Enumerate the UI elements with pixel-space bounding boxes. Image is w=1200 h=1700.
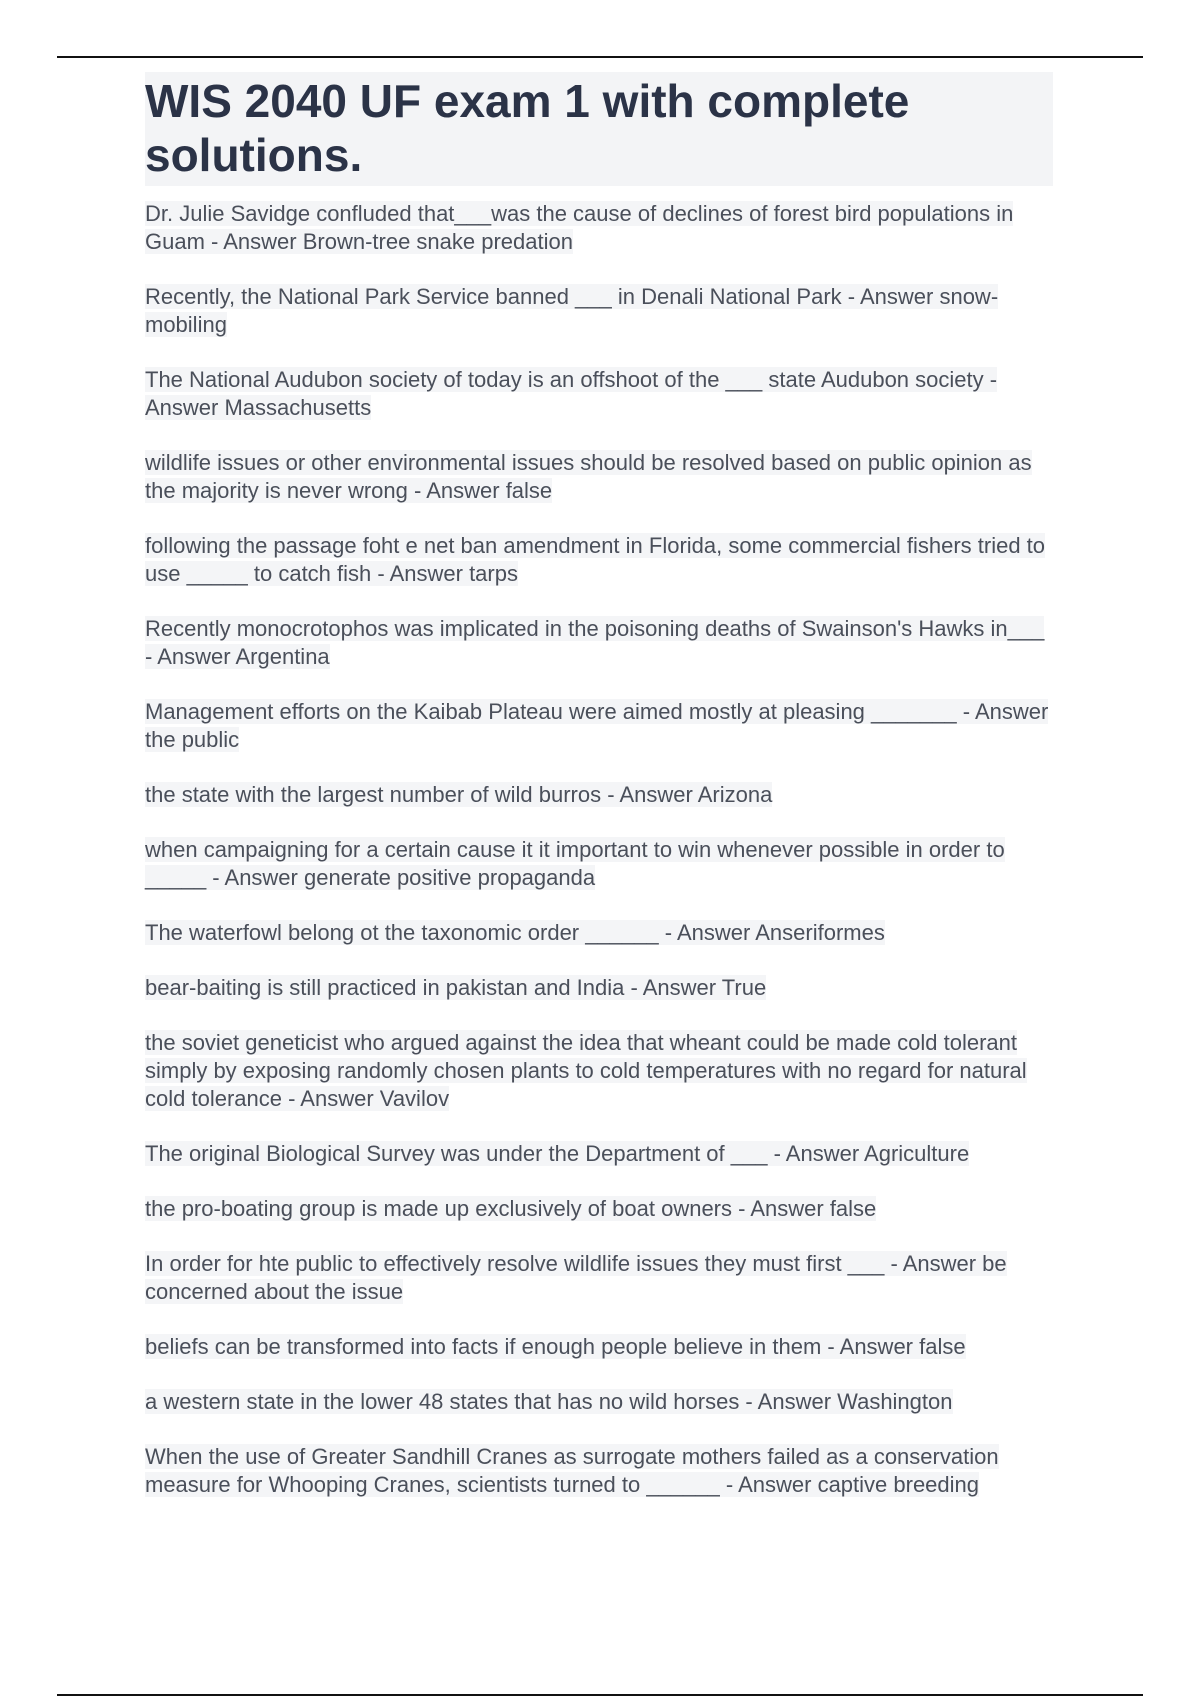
document-page [145,72,1053,1526]
document-title: WIS 2040 UF exam 1 with complete solutions. [145,75,910,181]
qa-text: the pro-boating group is made up exclusively of boat owners - Answer false [145,1196,877,1221]
qa-item [145,283,1053,339]
qa-text: a western state in the lower 48 states that has no wild horses - Answer Washington [145,1389,953,1414]
qa-item [145,1029,1053,1113]
qa-text: The waterfowl belong ot the taxonomic order ______ - Answer Anseriformes [145,920,885,945]
qa-item [145,532,1053,588]
qa-item [145,1443,1053,1499]
qa-item [145,200,1053,256]
qa-item [145,1195,1053,1223]
qa-text: Recently, the National Park Service banned ___ in Denali National Park - Answer snow-mobiling [145,284,999,337]
qa-item [145,698,1053,754]
qa-text: When the use of Greater Sandhill Cranes as surrogate mothers failed as a conservation measure for Whooping Cranes, scientists turned to ______ - Answer captive breeding [145,1444,999,1497]
qa-text: The National Audubon society of today is an offshoot of the ___ state Audubon society - Answer Massachusetts [145,367,998,420]
qa-item [145,615,1053,671]
qa-text: wildlife issues or other environmental issues should be resolved based on public opinion as the majority is never wrong - Answer false [145,450,1032,503]
qa-text: when campaigning for a certain cause it it important to win whenever possible in order to _____ - Answer generate positive propaganda [145,837,1005,890]
qa-item [145,919,1053,947]
qa-text: the soviet geneticist who argued against the idea that wheant could be made cold tolerant simply by exposing randomly chosen plants to cold temperatures with no regard for natural cold tolerance - Answer Vavilov [145,1030,1027,1111]
qa-item [145,1333,1053,1361]
qa-text: beliefs can be transformed into facts if enough people believe in them - Answer false [145,1334,966,1359]
qa-item [145,449,1053,505]
qa-text: Dr. Julie Savidge confluded that___was the cause of declines of forest bird populations in Guam - Answer Brown-tree snake predation [145,201,1014,254]
qa-item [145,781,1053,809]
qa-text: In order for hte public to effectively resolve wildlife issues they must first ___ - Answer be concerned about the issue [145,1251,1007,1304]
qa-text: Management efforts on the Kaibab Plateau were aimed mostly at pleasing _______ - Answer the public [145,699,1049,752]
qa-list [145,200,1053,1499]
title-block [145,72,1053,186]
qa-text: Recently monocrotophos was implicated in the poisoning deaths of Swainson's Hawks in___ - Answer Argentina [145,616,1045,669]
qa-text: bear-baiting is still practiced in pakistan and India - Answer True [145,975,767,1000]
qa-text: following the passage foht e net ban amendment in Florida, some commercial fishers tried to use _____ to catch fish - Answer tarps [145,533,1046,586]
qa-item [145,366,1053,422]
qa-item [145,974,1053,1002]
qa-item [145,1140,1053,1168]
qa-text: the state with the largest number of wild burros - Answer Arizona [145,782,773,807]
top-rule [57,56,1143,58]
qa-item [145,1388,1053,1416]
qa-item [145,1250,1053,1306]
qa-text: The original Biological Survey was under the Department of ___ - Answer Agriculture [145,1141,970,1166]
bottom-rule [57,1694,1143,1696]
qa-item [145,836,1053,892]
